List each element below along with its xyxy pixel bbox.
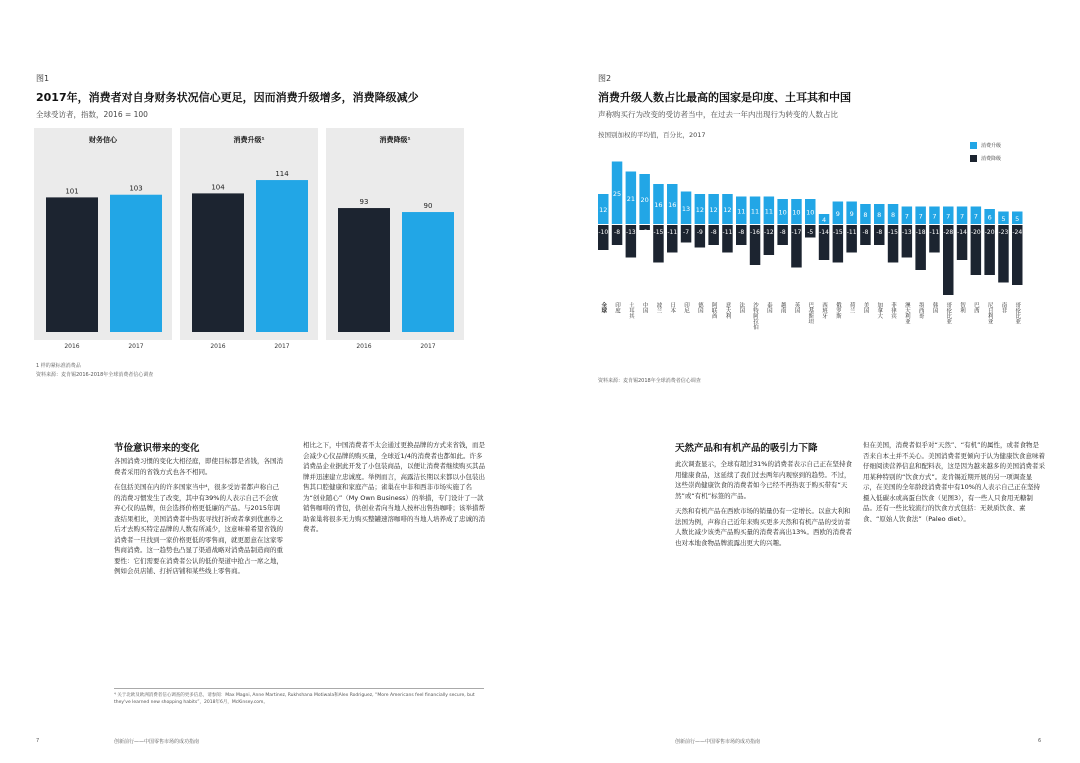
fig2-downgrade-label-22: -13 [901, 229, 912, 236]
fig1-bar-0-0 [46, 197, 98, 332]
fig2-upgrade-label-29: 5 [1001, 214, 1006, 223]
fig2-downgrade-label-2: -13 [625, 229, 636, 236]
legend-downgrade-label: 消费降级 [981, 156, 1002, 162]
fig1-tick-2-0: 2016 [356, 343, 372, 350]
left-footnote: ⁴ 关于北欧及欧洲消费者信心调查的更多信息，请参阅：Max Magni, Anne Martinez, Rukhshana Motiwala和Alex Rodriguez, “More Americans feel financially secure, but they've learned new shopping habits”，2018年6月，McKinsey.com。 [114, 693, 475, 705]
left-footer: 创新前行——中国零售市场的成功指南 [114, 739, 200, 745]
fig2-subtitle: 声称购买行为改变的受访者当中，在过去一年内出现行为转变的人数占比 [598, 110, 838, 119]
fig2-upgrade-label-26: 7 [959, 212, 965, 221]
fig2-category-29: 南非 [1000, 302, 1007, 313]
fig2-downgrade-label-5: -11 [667, 229, 678, 236]
fig2-category-4: 波兰 [655, 302, 662, 313]
fig1-group-title-2: 消费降级¹ [379, 136, 411, 144]
fig2-category-8: 阿联酋 [710, 302, 717, 319]
fig2-downgrade-label-21: -15 [888, 229, 898, 236]
fig2-category-16: 西班牙 [821, 302, 828, 319]
fig2-upgrade-label-13: 10 [778, 208, 787, 217]
fig2-upgrade-label-22: 7 [904, 212, 909, 221]
right-col1-para-2: 天然和有机产品在西欧市场的销量仍有一定增长。以意大利和法国为例，声称自己近年来购买更多天然和有机产品的受访者人数比减少该类产品购买量的消费者高出13%。西欧的消费者也对本地食物品牌流露出更大的兴趣。 [675, 507, 852, 547]
fig1-bar-1-0 [192, 193, 244, 332]
fig1-title: 2017年，消费者对自身财务状况信心更足，因而消费升级增多，消费降级减少 [36, 91, 419, 104]
fig2-category-25: 哥伦比亚 [945, 302, 952, 324]
left-col2 [303, 440, 485, 540]
fig1-bar-0-1 [110, 195, 162, 332]
fig2-upgrade-label-3: 20 [640, 196, 649, 204]
fig2-category-27: 巴西 [972, 302, 979, 313]
fig2-category-12: 泰国 [765, 302, 772, 313]
left-page-number: 7 [36, 738, 40, 744]
fig2-category-9: 意大利 [724, 302, 731, 319]
fig2-downgrade-label-12: -12 [763, 229, 774, 236]
right-col1-para-1: 此次调查显示，全球有超过31%的消费者表示自己正在坚持食用健康食品，这延续了我们过去两年内观察到的趋势。不过，这些崇尚健康饮食的消费者如今已经不再热衷于购买带有“天然”或“有机”标签的产品。 [675, 460, 852, 500]
fig2-category-24: 韩国 [931, 302, 938, 313]
fig2-category-13: 越南 [779, 302, 786, 313]
fig2-category-21: 菲律宾 [890, 302, 897, 319]
fig1-value-label-1-0: 104 [211, 183, 225, 192]
fig2-upgrade-label-4: 16 [654, 201, 663, 209]
fig1-label: 图1 [36, 74, 50, 83]
fig2-downgrade-label-0: -10 [598, 229, 609, 236]
fig2-downgrade-label-7: -9 [696, 229, 703, 236]
fig2-upgrade-label-5: 16 [668, 201, 677, 209]
fig2-category-28: 尼日利亚 [986, 302, 993, 324]
fig1-tick-1-1: 2017 [274, 343, 290, 350]
fig1-bar-2-0 [338, 208, 390, 332]
fig2-upgrade-label-20: 8 [877, 211, 882, 219]
fig2-upgrade-label-14: 10 [792, 208, 801, 217]
fig2-upgrade-label-17: 9 [835, 209, 840, 218]
fig2-category-23: 墨西哥 [917, 302, 924, 319]
fig1-chart [34, 128, 464, 352]
fig2-downgrade-label-19: -8 [862, 229, 869, 236]
fig2-upgrade-label-28: 6 [987, 213, 992, 222]
left-col2-para-1: 相比之下，中国消费者不太会通过更换品牌的方式来省钱，而是会减少心仪品牌的购买量，全球近1/4的消费者也都如此。许多消费品企业据此开发了小包装商品，以便让消费者继续购买其品牌并迅速建立忠诚度。举例而言，高露洁长期以来都以小包装出售其口腔健康和家庭产品；雀巢在中非和西非市场实施了名为“创业随心”（My Own Business）的举措，专门设计了一款销售咖啡的背包，供创业者向当地人按杯出售热咖啡；该举措帮助雀巢将很多无力购买整罐速溶咖啡的当地人培养成了忠诚的消费者。 [303, 441, 485, 533]
fig2-category-30: 哥伦比亚 [1014, 302, 1021, 324]
fig2-downgrade-label-9: -11 [722, 229, 733, 236]
fig2-downgrade-label-24: -11 [929, 229, 940, 236]
fig2-downgrade-label-8: -8 [710, 229, 717, 236]
fig2-downgrade-label-26: -14 [957, 229, 967, 236]
fig2-upgrade-label-25: 7 [946, 212, 951, 221]
fig2-source: 资料来源：麦肯锡2018年全球消费者信心调查 [598, 378, 701, 384]
right-page [540, 0, 1080, 763]
fig2-downgrade-label-18: -11 [846, 229, 857, 236]
fig2-downgrade-label-10: -8 [738, 229, 745, 236]
fig2-category-6: 印尼 [683, 302, 690, 313]
fig1-tick-1-0: 2016 [210, 343, 226, 350]
fig2-upgrade-label-7: 12 [695, 206, 704, 214]
fig2-downgrade-label-13: -8 [779, 229, 786, 236]
fig2-upgrade-label-18: 9 [849, 209, 854, 218]
right-col1 [675, 459, 855, 553]
fig2-downgrade-label-16: -14 [819, 229, 829, 236]
fig1-value-label-0-0: 101 [65, 187, 79, 196]
left-heading: 节俭意识带来的变化 [114, 443, 200, 454]
fig1-group-title-0: 财务信心 [89, 136, 117, 144]
fig2-category-11: 沙特阿拉伯 [752, 302, 759, 330]
fig2-downgrade-label-23: -18 [915, 229, 926, 236]
fig1-value-label-1-1: 114 [275, 170, 289, 179]
fig2-upgrade-label-16: 4 [821, 216, 827, 224]
footnote-divider [114, 688, 484, 689]
fig2-downgrade-label-11: -16 [750, 229, 760, 236]
fig2-upgrade-label-6: 13 [681, 204, 691, 213]
fig2-downgrade-label-27: -20 [970, 229, 981, 236]
right-col2 [863, 440, 1045, 529]
right-heading: 天然产品和有机产品的吸引力下降 [675, 443, 818, 454]
fig2-downgrade-label-30: -24 [1012, 229, 1023, 236]
fig2-upgrade-label-0: 12 [599, 206, 608, 214]
fig2-category-18: 荷兰 [848, 302, 855, 313]
fig2-upgrade-label-19: 8 [863, 211, 868, 219]
fig2-downgrade-label-14: -17 [791, 229, 802, 236]
fig2-category-14: 英国 [793, 302, 800, 313]
fig2-upgrade-label-21: 8 [890, 211, 896, 219]
fig2-upgrade-label-27: 7 [973, 212, 978, 221]
left-col1-para-1: 各国消费习惯的变化大相径庭，即使目标都是省钱，各国消费者采用的省钱方式也各不相同。 [114, 457, 283, 476]
fig1-source: 资料来源：麦肯锡2016-2018年全球消费者信心调查 [36, 372, 154, 378]
left-col1 [114, 456, 284, 582]
fig2-upgrade-label-9: 12 [723, 206, 732, 214]
fig2-downgrade-label-17: -15 [832, 229, 843, 236]
fig1-tick-2-1: 2017 [420, 343, 436, 350]
fig2-upgrade-label-11: 11 [750, 207, 760, 216]
fig1-tick-0-1: 2017 [128, 343, 144, 350]
fig1-bar-1-1 [256, 180, 308, 332]
fig2-category-22: 澳大利亚 [903, 302, 910, 324]
left-col1-para-2: 在包括美国在内的许多国家当中⁴，很多受访者都声称自己的消费习惯发生了改变，其中有39%的人表示自己不会放弃心仪的品牌，但会选择价格更低廉的产品。与2015年调查结果相比，美国消费者中热衷寻找打折或者拿到优惠券之后才去购买特定品牌的人数有所减少，这意味着希望省钱的消费者一旦找到一家价格更低的零售商，就更愿意在这家零售商消费。这一趋势也凸显了渠道战略对消费品制造商的重要性：它们需要在消费者公认的低价渠道中抢占一席之地，例如会员店铺、打折店铺和某些线上零售商。 [114, 483, 283, 575]
fig2-upgrade-label-12: 11 [764, 207, 773, 216]
fig2-category-5: 日本 [669, 302, 676, 313]
fig2-downgrade-label-28: -20 [984, 229, 995, 236]
fig2-category-0: 全球 [600, 302, 607, 313]
fig2-category-26: 智利 [959, 302, 966, 313]
fig1-tick-0-0: 2016 [64, 343, 80, 350]
fig2-downgrade-label-15: -5 [807, 229, 814, 236]
fig2-upgrade-label-30: 5 [1015, 214, 1020, 223]
fig1-note: 1 样的紧标准消费品 [36, 363, 81, 369]
fig2-category-3: 中国 [641, 302, 648, 313]
fig2-category-17: 俄罗斯 [834, 302, 841, 319]
fig2-downgrade-label-6: -7 [683, 229, 690, 236]
legend-upgrade-label: 消费升级 [981, 143, 1002, 149]
fig2-upgrade-label-1: 25 [612, 189, 622, 198]
right-page-number: 6 [1038, 738, 1042, 744]
fig2-category-1: 印度 [614, 302, 621, 313]
fig2-upgrade-label-8: 12 [709, 206, 718, 214]
fig1-group-title-1: 消费升级¹ [233, 136, 265, 144]
fig2-upgrade-label-10: 11 [737, 207, 746, 216]
fig1-subtitle: 全球受访者，指数，2016 = 100 [36, 110, 148, 119]
fig2-category-2: 土耳其 [627, 302, 634, 319]
fig2-downgrade-label-25: -28 [943, 229, 954, 236]
fig2-upgrade-label-15: 10 [806, 208, 815, 217]
fig2-axis-note: 按国别加权的平均值，百分比，2017 [598, 131, 706, 139]
fig2-upgrade-label-24: 7 [932, 212, 937, 221]
fig2-downgrade-label-3: -2 [641, 229, 648, 236]
fig2-chart [596, 142, 1026, 364]
fig2-downgrade-label-1: -8 [614, 229, 621, 236]
fig2-category-10: 法国 [738, 302, 745, 313]
fig2-category-20: 加拿大 [876, 302, 883, 319]
fig2-label: 图2 [598, 74, 612, 83]
fig1-value-label-0-1: 103 [129, 184, 143, 193]
fig2-downgrade-label-4: -15 [653, 229, 664, 236]
fig1-value-label-2-1: 90 [423, 202, 433, 211]
right-col2-para-1: 但在美国，消费者似乎对“天然”、“有机”的属性，或者食物是否来自本土并不关心。美国消费者更倾向于认为健康饮食意味着仔细阅读营养信息和配料表，这是因为越来越多的美国消费者采用某种特别的“饮食方式”。麦肯锡近期开展的另一项调查显示，在美国的全年龄段消费者中有10%的人表示自己正在坚持摄入低碳水或高蛋白饮食（见图3），有一些人只食用无糖制品。还有一些比较流行的饮食方式包括：无麸质饮食、素食、“原始人饮食法”（Paleo diet）。 [863, 441, 1045, 523]
fig1-value-label-2-0: 93 [359, 198, 369, 207]
fig2-upgrade-label-23: 7 [918, 212, 923, 221]
fig2-category-15: 巴基斯坦 [807, 302, 814, 324]
fig2-downgrade-label-29: -23 [998, 229, 1009, 236]
fig2-title: 消费升级人数占比最高的国家是印度、土耳其和中国 [598, 91, 851, 104]
right-footer: 创新前行——中国零售市场的成功指南 [675, 739, 761, 745]
fig2-upgrade-label-2: 21 [626, 194, 635, 203]
fig2-category-7: 德国 [696, 302, 703, 313]
fig2-downgrade-label-20: -8 [876, 229, 883, 236]
fig1-bar-2-1 [402, 212, 454, 332]
fig2-category-19: 美国 [862, 302, 869, 313]
